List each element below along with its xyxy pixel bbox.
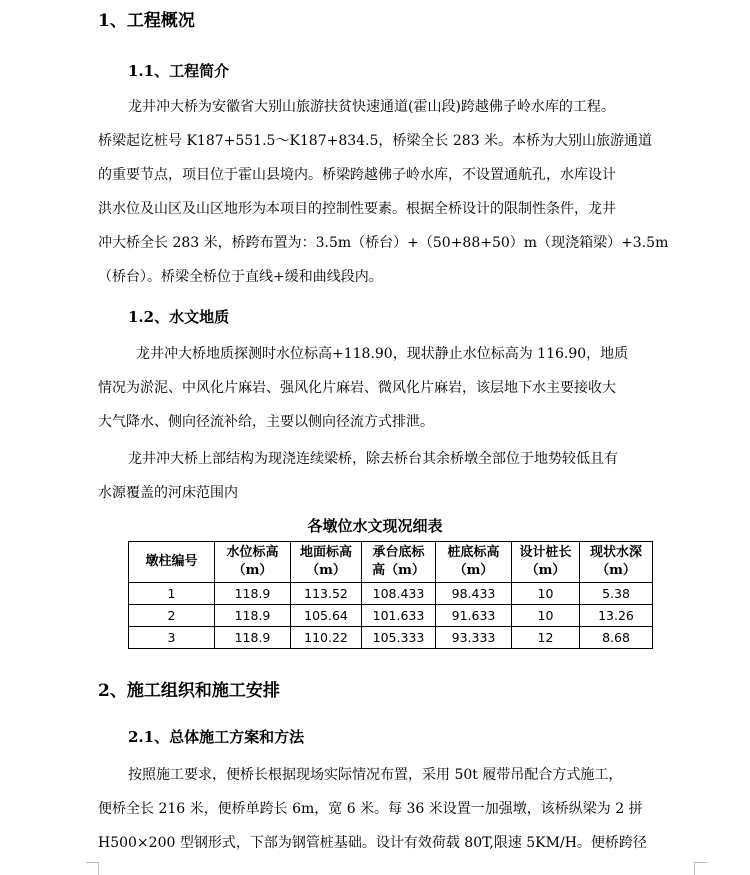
table-cell: 13.26 (580, 605, 653, 627)
paragraph-line: 水源覆盖的河床范围内 (98, 485, 238, 501)
header-pier-id: 墩柱编号 (129, 542, 215, 583)
table-cell: 12 (512, 627, 580, 649)
header-ground-elevation: 地面标高 （m） (291, 542, 362, 583)
table-row (129, 583, 653, 605)
section-1-2-paragraph-2 (98, 442, 688, 510)
paragraph-line: 情况为淤泥、中风化片麻岩、强风化片麻岩、微风化片麻岩，该层地下水主要接收大 (98, 380, 616, 396)
paragraph-line: 桥梁起讫桩号 K187+551.5～K187+834.5，桥梁全长 283 米。本桥为大别山旅游通道 (98, 133, 653, 149)
table-cell: 8.68 (580, 627, 653, 649)
paragraph-line: 龙井冲大桥为安徽省大别山旅游扶贫快速通道(霍山段)跨越佛子岭水库的工程。 (128, 99, 615, 115)
paragraph-line: 洪水位及山区及山区地形为本项目的控制性要素。根据全桥设计的限制性条件，龙井 (98, 201, 616, 217)
table-cell: 118.9 (215, 583, 291, 605)
paragraph-line: H500×200 型钢形式，下部为钢管桩基础。设计有效荷载 80T,限速 5KM/H。便桥跨径 (98, 835, 647, 851)
table-header-row (129, 542, 653, 583)
table-cell: 5.38 (580, 583, 653, 605)
table-cell: 98.433 (436, 583, 512, 605)
paragraph-line: （桥台）。桥梁全桥位于直线+缓和曲线段内。 (98, 269, 383, 285)
table-cell: 110.22 (291, 627, 362, 649)
paragraph-line: 的重要节点，项目位于霍山县境内。桥梁跨越佛子岭水库，不设置通航孔，水库设计 (98, 167, 616, 183)
table-cell: 118.9 (215, 627, 291, 649)
section-2-1-paragraph (98, 758, 688, 860)
section-1-1-paragraph (98, 90, 688, 294)
paragraph-line: 龙井冲大桥地质探测时水位标高+118.90，现状静止水位标高为 116.90，地质 (136, 346, 629, 362)
section-1-2-paragraph (98, 337, 688, 439)
paragraph-line: 按照施工要求，便桥长根据现场实际情况布置，采用 50t 履带吊配合方式施工， (128, 767, 623, 783)
section-1-heading: 1、工程概况 (98, 11, 195, 31)
section-2-1-heading: 2.1、总体施工方案和方法 (128, 728, 305, 746)
table-cell: 118.9 (215, 605, 291, 627)
page-corner-mark (86, 862, 99, 875)
table-cell: 105.333 (362, 627, 436, 649)
paragraph-line: 冲大桥全长 283 米，桥跨布置为：3.5m（桥台）+（50+88+50）m（现浇箱梁）+3.5m (98, 235, 669, 251)
paragraph-line: 便桥全长 216 米，便桥单跨长 6m，宽 6 米。每 36 米设置一加强墩，该桥纵梁为 2 拼 (98, 801, 643, 817)
table-row (129, 605, 653, 627)
table-cell: 105.64 (291, 605, 362, 627)
section-1-1-heading: 1.1、工程简介 (128, 62, 230, 80)
header-cap-bottom-elevation: 承台底标 高（m） (362, 542, 436, 583)
table-title: 各墩位水文现况细表 (307, 517, 443, 535)
table-cell: 10 (512, 583, 580, 605)
header-water-level: 水位标高 （m） (215, 542, 291, 583)
header-water-depth: 现状水深 （m） (580, 542, 653, 583)
table-cell: 93.333 (436, 627, 512, 649)
header-pile-bottom-elevation: 桩底标高 （m） (436, 542, 512, 583)
table-cell: 101.633 (362, 605, 436, 627)
table-cell: 1 (129, 583, 215, 605)
table-cell: 3 (129, 627, 215, 649)
table-cell: 2 (129, 605, 215, 627)
table-cell: 91.633 (436, 605, 512, 627)
table-cell: 108.433 (362, 583, 436, 605)
page-corner-mark (694, 862, 707, 875)
table-row (129, 627, 653, 649)
hydrology-table (128, 541, 653, 649)
section-1-2-heading: 1.2、水文地质 (128, 308, 230, 326)
paragraph-line: 龙井冲大桥上部结构为现浇连续梁桥，除去桥台其余桥墩全部位于地势较低且有 (128, 451, 618, 467)
table-cell: 113.52 (291, 583, 362, 605)
section-2-heading: 2、施工组织和施工安排 (98, 681, 280, 701)
table-cell: 10 (512, 605, 580, 627)
paragraph-line: 大气降水、侧向径流补给，主要以侧向径流方式排泄。 (98, 414, 434, 430)
header-design-pile-length: 设计桩长 （m） (512, 542, 580, 583)
